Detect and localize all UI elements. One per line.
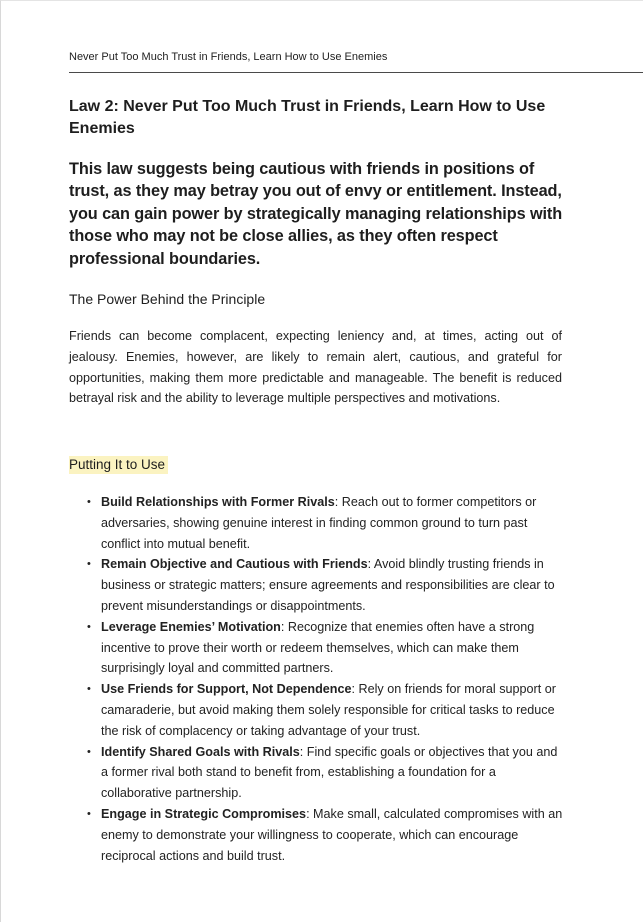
- bullet-term: Leverage Enemies’ Motivation: [101, 619, 281, 634]
- list-item: [86, 492, 566, 554]
- bullet-text: : Rely on friends for moral support or camaraderie, but avoid making them solely responsible for critical tasks to reduce the risk of complacency or taking advantage of your trust.: [101, 682, 556, 738]
- putting-it-to-use-heading: Putting It to Use: [69, 456, 168, 474]
- law-title: Law 2: Never Put Too Much Trust in Friends, Learn How to Use Enemies: [69, 98, 546, 137]
- principle-heading: The Power Behind the Principle: [69, 291, 266, 307]
- list-item: [86, 804, 566, 866]
- list-item: [86, 679, 566, 741]
- list-item: [86, 742, 566, 804]
- bullet-icon: •: [87, 807, 91, 820]
- bullet-icon: •: [87, 745, 91, 758]
- bullet-text: : Make small, calculated compromises with an enemy to demonstrate your willingness to cooperate, which can encourage reciprocal actions and build trust.: [101, 806, 563, 863]
- law-summary: This law suggests being cautious with friends in positions of trust, as they may betray you out of envy or entitlement. Instead, you can gain power by strategically managing relationships with those who may not be close allies, as they often respect professional boundaries.: [69, 160, 563, 268]
- principle-paragraph: Friends can become complacent, expecting leniency and, at times, acting out of jealousy. Enemies, however, are likely to remain alert, cautious, and grateful for opportunities, making them more predictable and manageable. The benefit is reduced betrayal risk and the ability to leverage multiple perspectives and motivations.: [69, 329, 562, 406]
- bullet-icon: •: [87, 558, 91, 571]
- bullet-icon: •: [87, 496, 91, 508]
- bullet-term: Remain Objective and Cautious with Friends: [101, 557, 368, 572]
- running-header: Never Put Too Much Trust in Friends, Learn How to Use Enemies: [69, 51, 388, 63]
- bullet-icon: •: [87, 620, 91, 633]
- bullet-text: : Find specific goals or objectives that you and a former rival both stand to benefit from, establishing a foundation for a collaborative partnership.: [101, 744, 558, 801]
- bullet-text: : Reach out to former competitors or adversaries, showing genuine interest in finding common ground to turn past conflict into mutual benefit.: [101, 495, 537, 551]
- bullet-text: : Recognize that enemies often have a strong incentive to prove their worth or redeem themselves, which can make them surprisingly loyal and committed partners.: [101, 619, 535, 676]
- header-divider: [69, 72, 643, 73]
- bullet-term: Use Friends for Support, Not Dependence: [101, 682, 352, 697]
- bullet-term: Engage in Strategic Compromises: [101, 806, 307, 821]
- bullet-term: Identify Shared Goals with Rivals: [101, 744, 300, 759]
- list-item: [86, 554, 566, 616]
- bullet-icon: •: [87, 683, 91, 696]
- bullet-list: [86, 492, 566, 866]
- bullet-term: Build Relationships with Former Rivals: [101, 495, 335, 509]
- list-item: [86, 617, 566, 679]
- bullet-text: : Avoid blindly trusting friends in business or strategic matters; ensure agreements and responsibilities are clear to prevent misunderstandings or disappointments.: [101, 557, 555, 613]
